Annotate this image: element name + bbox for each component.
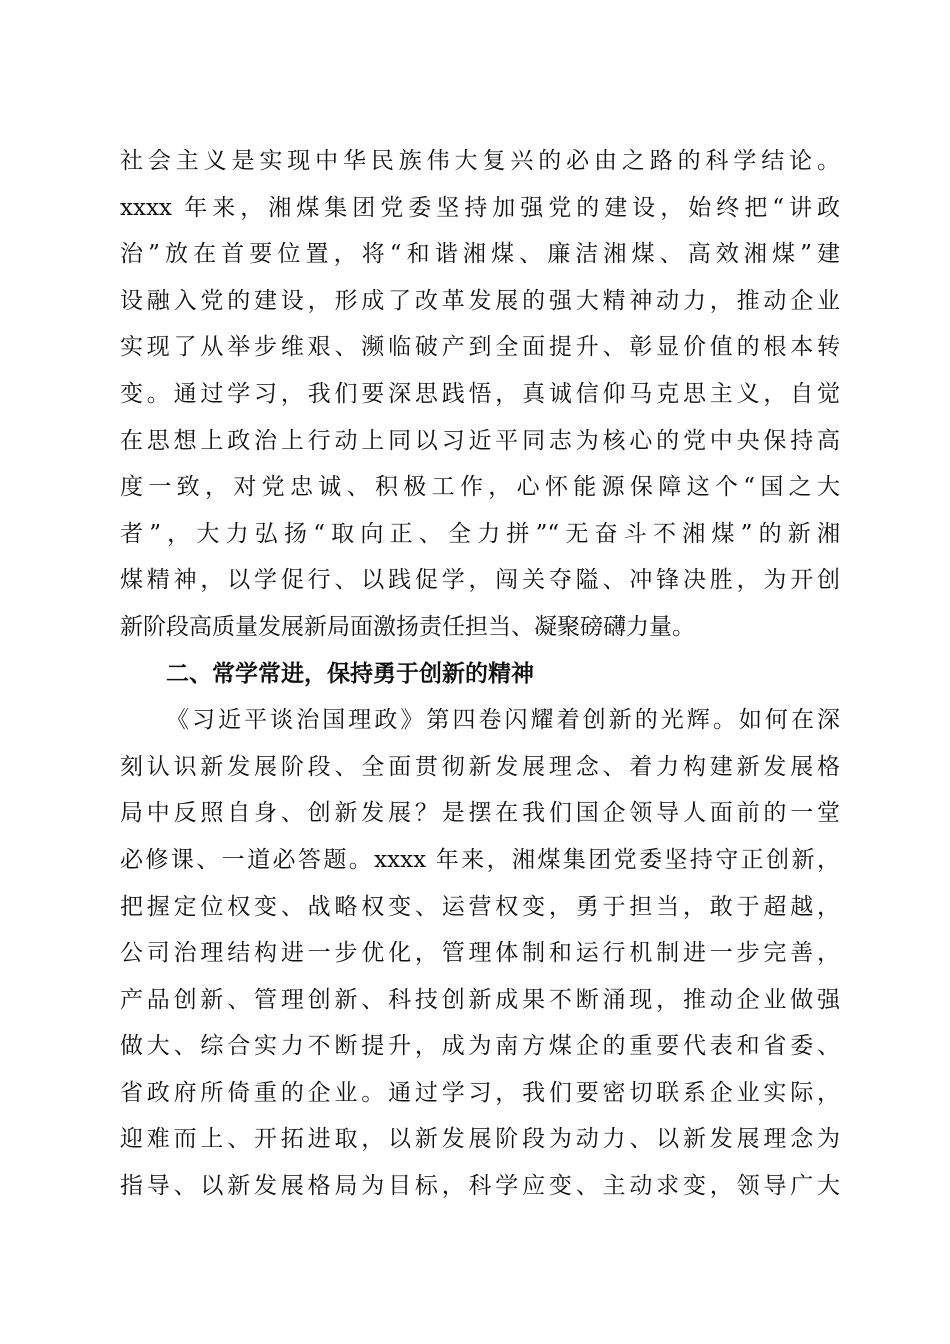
paragraph-line: 煤精神，以学促行、以践促学，闯关夺隘、冲锋决胜，为开创 — [120, 567, 840, 594]
paragraph-line: 指导、以新发展格局为目标，科学应变、主动求变，领导广大 — [120, 1173, 840, 1200]
paragraph-line: 必修课、一道必答题。xxxx 年来，湘煤集团党委坚持守正创新， — [120, 846, 840, 873]
paragraph-line: 产品创新、管理创新、科技创新成果不断涌现，推动企业做强 — [120, 986, 840, 1013]
paragraph-line: 迎难而上、开拓进取，以新发展阶段为动力、以新发展理念为 — [120, 1126, 840, 1153]
paragraph-line: 变。通过学习，我们要深思践悟，真诚信仰马克思主义，自觉 — [120, 380, 840, 407]
paragraph-line: 度一致，对党忠诚、积极工作，心怀能源保障这个“国之大 — [120, 474, 840, 501]
paragraph-line: 《习近平谈治国理政》第四卷闪耀着创新的光辉。如何在深 — [166, 707, 840, 734]
paragraph-line: 省政府所倚重的企业。通过学习，我们要密切联系企业实际， — [120, 1079, 840, 1106]
paragraph-line: 治”放在首要位置，将“和谐湘煤、廉洁湘煤、高效湘煤”建 — [120, 241, 840, 268]
paragraph-line: 公司治理结构进一步优化，管理体制和运行机制进一步完善， — [120, 940, 840, 967]
paragraph-line: 设融入党的建设，形成了改革发展的强大精神动力，推动企业 — [120, 287, 840, 314]
paragraph-line: 社会主义是实现中华民族伟大复兴的必由之路的科学结论。 — [120, 148, 840, 174]
paragraph-line: 刻认识新发展阶段、全面贯彻新发展理念、着力构建新发展格 — [120, 753, 840, 780]
paragraph-line: xxxx 年来，湘煤集团党委坚持加强党的建设，始终把“讲政 — [120, 194, 840, 221]
document-body — [120, 138, 840, 1210]
paragraph-line: 新阶段高质量发展新局面激扬责任担当、凝聚磅礴力量。 — [120, 613, 695, 640]
paragraph-line: 者”，大力弘扬“取向正、全力拼”“无奋斗不湘煤”的新湘 — [120, 520, 840, 547]
paragraph-line: 做大、综合实力不断提升，成为南方煤企的重要代表和省委、 — [120, 1033, 840, 1060]
paragraph-line: 在思想上政治上行动上同以习近平同志为核心的党中央保持高 — [120, 427, 840, 454]
paragraph-line: 实现了从举步维艰、濒临破产到全面提升、彰显价值的根本转 — [120, 334, 840, 361]
paragraph-line: 把握定位权变、战略权变、运营权变，勇于担当，敢于超越， — [120, 893, 840, 920]
section-heading: 二、常学常进，保持勇于创新的精神 — [166, 660, 534, 687]
paragraph-line: 局中反照自身、创新发展？是摆在我们国企领导人面前的一堂 — [120, 800, 840, 827]
